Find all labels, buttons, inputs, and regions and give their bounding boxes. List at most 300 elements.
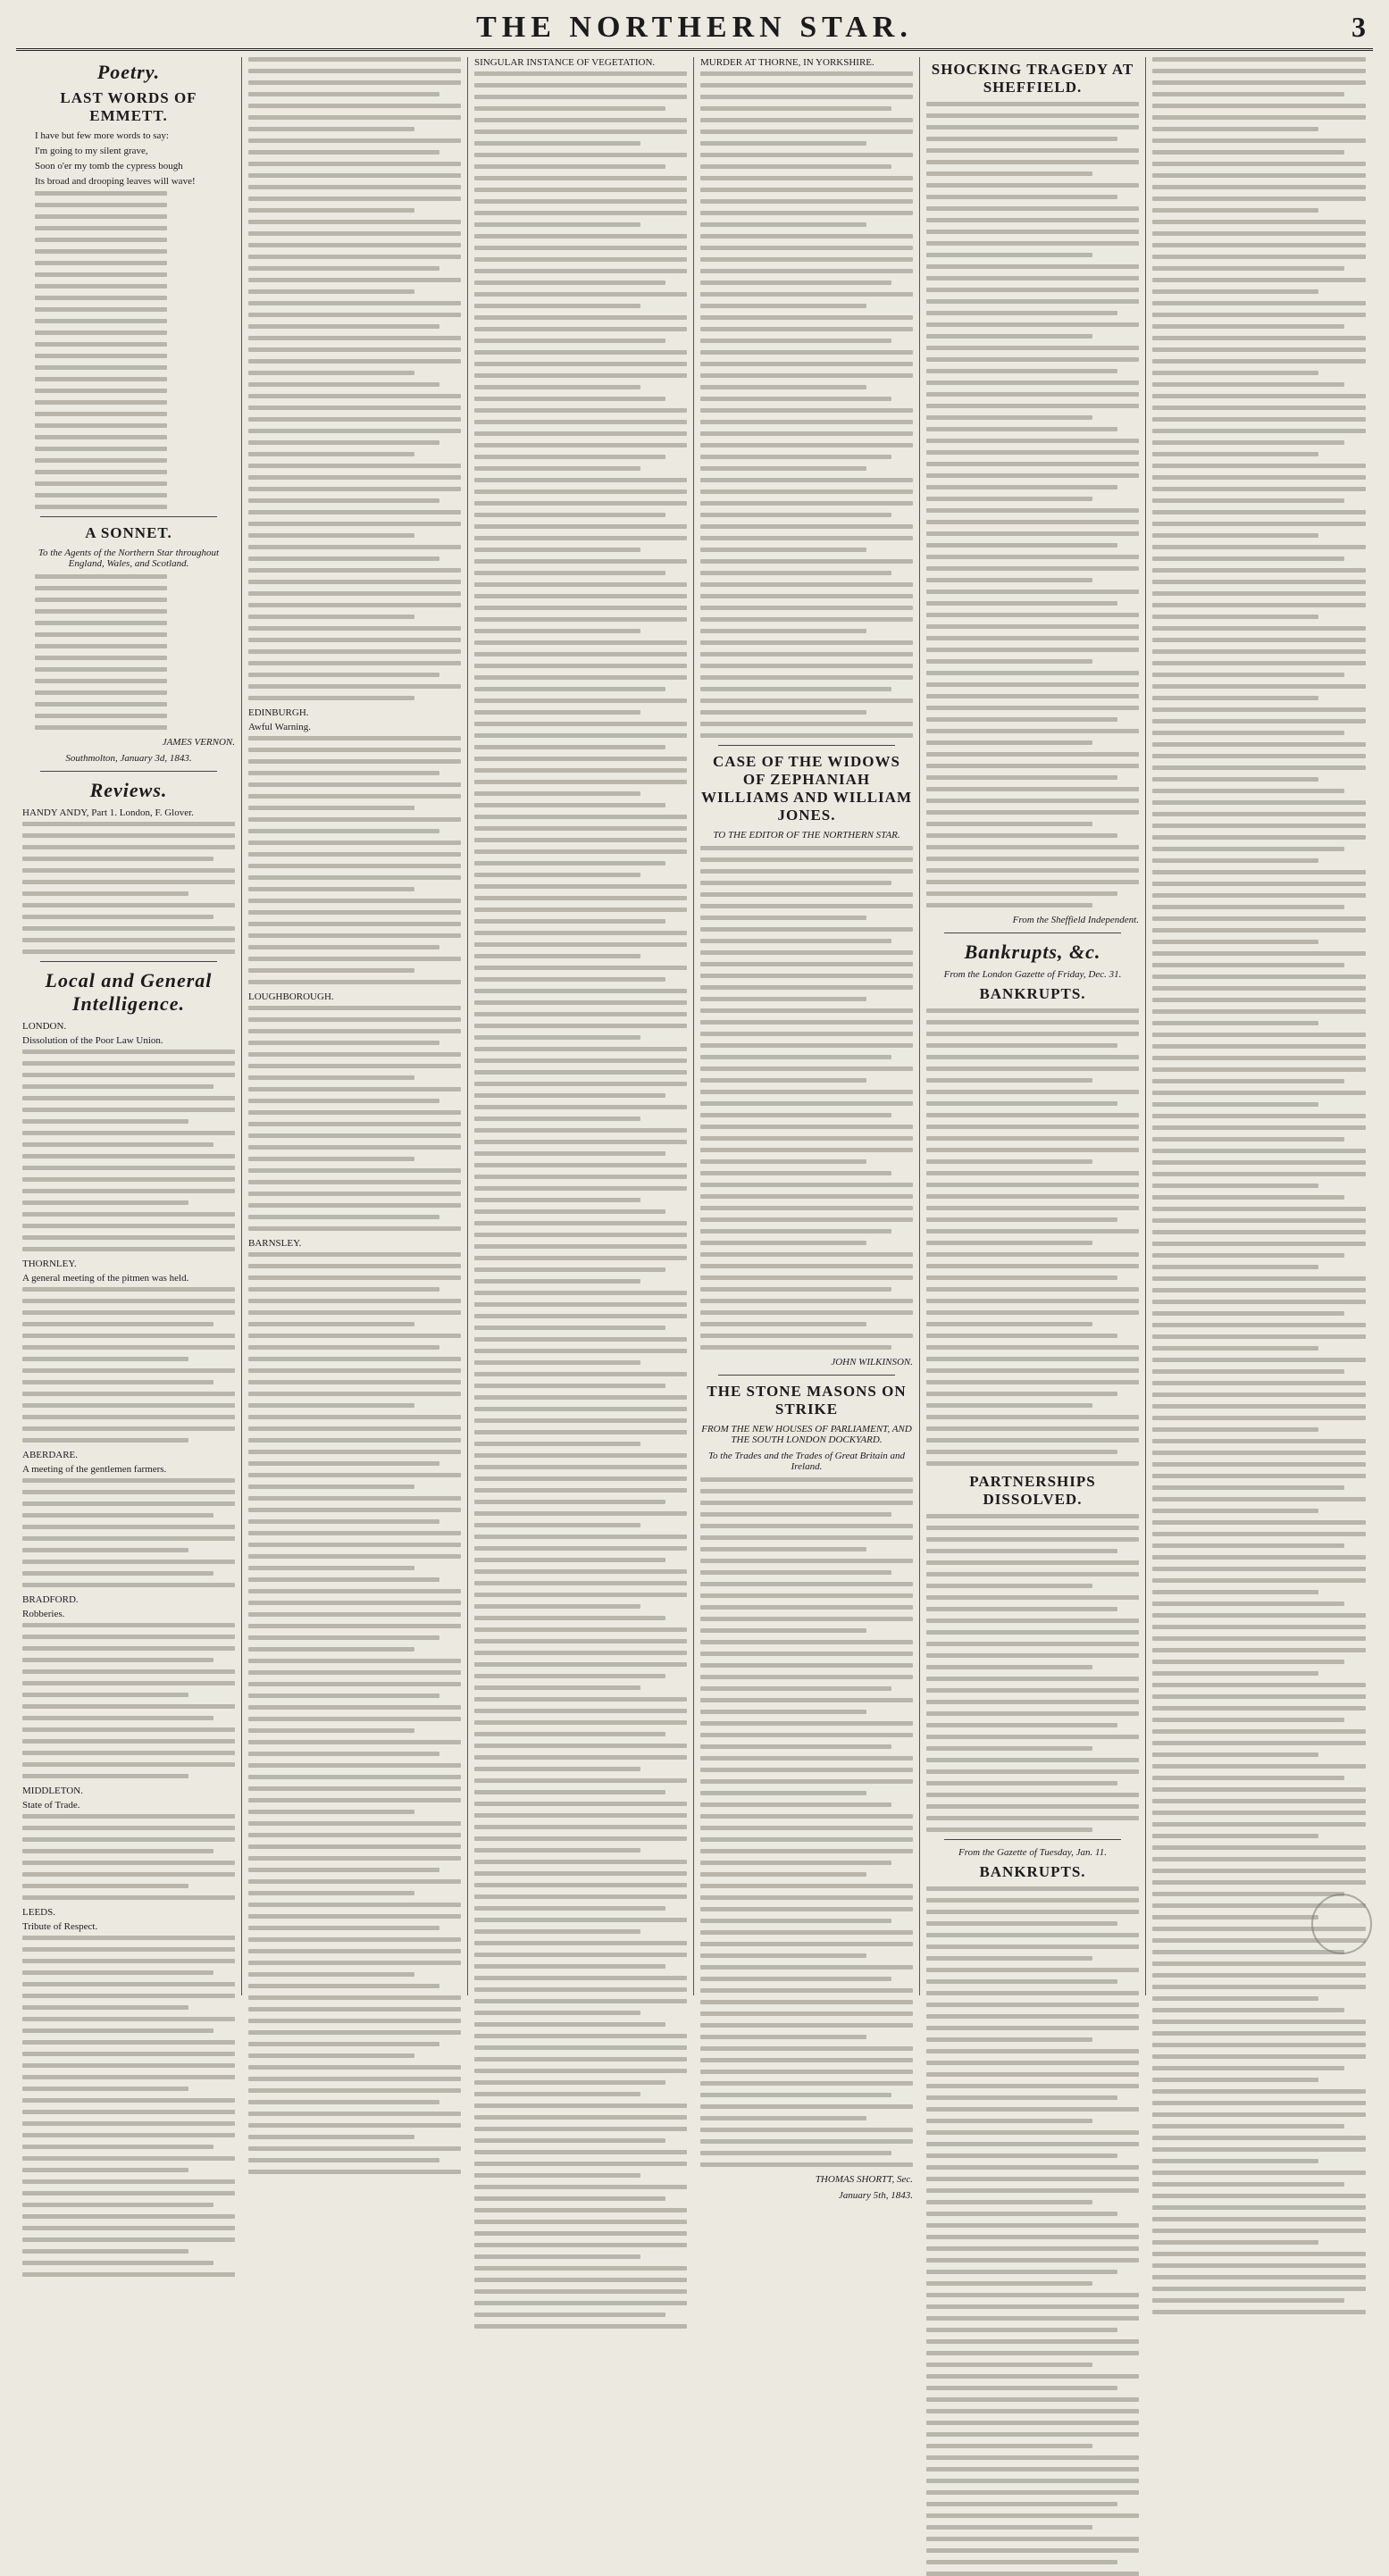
text-line	[474, 2069, 687, 2073]
text-line	[700, 420, 913, 424]
text-line	[474, 257, 687, 262]
text-line	[248, 1879, 461, 1884]
text-line	[926, 508, 1139, 513]
text-line	[22, 2191, 235, 2195]
text-line	[35, 690, 167, 695]
text-line	[35, 609, 167, 614]
text-line	[700, 1275, 913, 1280]
text-line	[926, 799, 1139, 803]
text-line	[474, 2092, 640, 2096]
text-line	[926, 1572, 1139, 1577]
text-line	[474, 2313, 665, 2317]
section-heading-bankrupts: Bankrupts, &c.	[964, 941, 1101, 963]
text-line	[22, 1548, 188, 1552]
text-line	[700, 1008, 913, 1013]
text-line	[1152, 847, 1344, 851]
text-line	[926, 1136, 1139, 1141]
text-line	[22, 1658, 213, 1662]
text-line	[926, 566, 1139, 571]
text-line	[248, 661, 461, 665]
text-line	[926, 102, 1139, 106]
text-line	[700, 2070, 913, 2074]
text-line	[22, 1727, 235, 1732]
text-line	[926, 1392, 1117, 1396]
text-line	[1152, 556, 1344, 561]
text-line	[248, 1577, 439, 1582]
text-line	[1152, 1706, 1366, 1710]
text-line	[248, 162, 461, 166]
text-line	[474, 675, 687, 680]
text-line	[248, 2065, 461, 2070]
text-line	[1152, 1613, 1366, 1618]
text-line	[35, 423, 167, 428]
text-line	[926, 2258, 1139, 2262]
text-line	[22, 915, 213, 919]
text-line	[248, 1145, 461, 1150]
text-line	[248, 1075, 414, 1080]
text-line	[700, 2162, 913, 2167]
text-line	[474, 780, 687, 784]
text-line	[1152, 1636, 1366, 1641]
text-line	[248, 417, 461, 422]
text-line	[1152, 974, 1366, 979]
divider	[718, 1375, 895, 1376]
text-line	[926, 137, 1117, 141]
text-line	[700, 489, 913, 494]
text-line	[474, 130, 687, 134]
text-line	[926, 2328, 1117, 2332]
columns	[16, 57, 1373, 2201]
text-line	[926, 1183, 1139, 1187]
text-line	[248, 1415, 461, 1419]
text-line	[474, 1151, 665, 1156]
text-line	[35, 656, 167, 660]
text-line	[474, 1964, 665, 1969]
local-item-text: A general meeting of the pitmen was held.	[22, 1273, 189, 1284]
text-line	[474, 118, 687, 122]
text-line	[248, 794, 461, 799]
strike-date: January 5th, 1843.	[838, 2190, 913, 2201]
text-line	[248, 1763, 461, 1768]
text-line	[474, 1906, 665, 1911]
text-line	[700, 385, 866, 389]
text-line	[1152, 324, 1344, 329]
text-line	[1152, 289, 1318, 294]
sonnet-date: Southmolton, January 3d, 1843.	[65, 753, 192, 764]
text-line	[1152, 2043, 1366, 2047]
text-line	[248, 1566, 414, 1570]
text-line	[35, 632, 167, 637]
article-lead: Awful Warning.	[248, 722, 312, 732]
text-line	[474, 315, 687, 320]
text-line	[926, 671, 1139, 675]
text-line	[248, 1192, 461, 1196]
text-line	[35, 284, 167, 289]
text-line	[474, 106, 665, 111]
section-heading-poetry: Poetry.	[96, 61, 161, 83]
text-line	[22, 1936, 235, 1940]
text-line	[1152, 220, 1366, 224]
text-line	[474, 1384, 665, 1388]
text-line	[926, 1310, 1139, 1315]
text-line	[248, 1168, 461, 1173]
text-line	[926, 1584, 1092, 1588]
newspaper-title: THE NORTHERN STAR.	[476, 11, 913, 44]
text-line	[926, 2212, 1117, 2216]
text-line	[1152, 1149, 1366, 1153]
text-line	[474, 71, 687, 76]
text-line	[474, 1662, 687, 1667]
text-line	[700, 1524, 913, 1528]
text-line	[926, 648, 1139, 652]
text-line	[248, 324, 439, 329]
text-line	[474, 1395, 687, 1400]
text-line	[22, 1849, 213, 1853]
text-line	[700, 904, 913, 908]
text-line	[926, 740, 1092, 745]
text-line	[22, 1704, 235, 1709]
text-line	[1152, 1787, 1366, 1792]
text-line	[926, 1020, 1139, 1025]
text-line	[22, 822, 235, 826]
text-line	[22, 880, 235, 884]
text-line	[248, 266, 439, 271]
column-1	[16, 57, 242, 1995]
text-line	[22, 2075, 235, 2079]
text-line	[1152, 1021, 1318, 1025]
text-line	[22, 1837, 235, 1842]
text-line	[700, 1512, 891, 1517]
text-line	[1152, 127, 1318, 131]
text-line	[926, 1368, 1139, 1373]
text-line	[474, 1523, 640, 1527]
text-line	[22, 1513, 213, 1518]
text-line	[22, 845, 235, 849]
text-line	[22, 2261, 213, 2265]
text-line	[926, 531, 1139, 536]
text-line	[248, 615, 414, 619]
text-line	[35, 389, 167, 393]
text-line	[474, 524, 687, 529]
text-line	[22, 1247, 235, 1251]
text-line	[926, 1090, 1139, 1094]
text-line	[248, 922, 461, 926]
local-item-body	[22, 1936, 235, 2277]
text-line	[926, 682, 1139, 687]
text-line	[926, 462, 1139, 466]
text-line	[22, 1438, 188, 1443]
text-line	[474, 594, 687, 598]
text-line	[926, 1723, 1117, 1727]
text-line	[1152, 382, 1344, 387]
text-line	[248, 556, 439, 561]
text-line	[22, 1177, 235, 1182]
text-line	[1152, 858, 1318, 863]
text-line	[1152, 2066, 1344, 2070]
text-line	[248, 1519, 439, 1524]
text-line	[1152, 2020, 1366, 2024]
text-line	[1152, 1578, 1366, 1583]
text-line	[926, 276, 1139, 280]
text-line	[700, 1101, 913, 1106]
text-line	[1152, 1334, 1366, 1339]
text-line	[248, 1345, 439, 1350]
text-line	[926, 868, 1139, 873]
divider	[40, 516, 217, 517]
text-line	[700, 594, 913, 598]
text-line	[926, 1241, 1092, 1245]
divider	[718, 745, 895, 746]
text-line	[1152, 1845, 1366, 1850]
text-line	[926, 334, 1092, 339]
text-line	[700, 431, 913, 436]
text-line	[926, 485, 1117, 489]
text-line	[926, 1148, 1139, 1152]
text-line	[474, 443, 687, 447]
text-line	[700, 1535, 913, 1540]
text-line	[926, 1461, 1139, 1466]
text-line	[1152, 347, 1366, 352]
text-line	[926, 2363, 1092, 2367]
text-line	[926, 1206, 1139, 1210]
text-line	[926, 2270, 1117, 2274]
text-line	[474, 873, 640, 877]
text-line	[926, 2351, 1139, 2355]
text-line	[248, 1647, 414, 1652]
text-line	[700, 1066, 913, 1071]
text-line	[1152, 1253, 1344, 1258]
text-line	[926, 2409, 1139, 2413]
text-line	[248, 1740, 461, 1744]
text-line	[926, 1537, 1139, 1542]
text-line	[926, 1793, 1139, 1797]
text-line	[35, 574, 167, 579]
text-line	[700, 1907, 913, 1911]
text-line	[926, 1735, 1139, 1739]
text-line	[474, 2138, 665, 2143]
case-addressee: TO THE EDITOR OF THE NORTHERN STAR.	[713, 830, 900, 841]
text-line	[926, 1275, 1117, 1280]
text-line	[474, 1360, 640, 1365]
text-line	[22, 949, 235, 954]
text-line	[248, 1821, 461, 1826]
text-line	[926, 1357, 1139, 1361]
text-line	[926, 1700, 1139, 1704]
text-line	[1152, 1880, 1366, 1885]
text-line	[1152, 1915, 1318, 1919]
text-line	[474, 292, 687, 297]
text-line	[926, 2513, 1139, 2518]
text-line	[926, 1066, 1139, 1071]
text-line	[22, 1212, 235, 1217]
text-line	[1152, 231, 1366, 236]
text-line	[1152, 2089, 1366, 2094]
text-line	[474, 1175, 687, 1179]
text-line	[35, 330, 167, 335]
text-line	[22, 1050, 235, 1054]
local-item-body	[22, 1623, 235, 1778]
text-line	[248, 452, 414, 456]
text-line	[22, 1403, 235, 1408]
text-line	[700, 606, 913, 610]
text-line	[248, 933, 461, 938]
text-line	[248, 1810, 414, 1814]
text-line	[1152, 1811, 1366, 1815]
text-line	[700, 1090, 913, 1094]
text-line	[700, 1078, 866, 1083]
text-line	[700, 513, 891, 517]
text-line	[926, 1264, 1139, 1268]
text-line	[1152, 2217, 1366, 2221]
text-line	[474, 826, 687, 831]
text-line	[926, 230, 1139, 234]
text-line	[1152, 545, 1366, 549]
text-line	[22, 1142, 213, 1147]
text-line	[248, 1728, 414, 1733]
text-line	[926, 1781, 1117, 1786]
text-line	[474, 640, 687, 645]
text-line	[474, 2150, 687, 2154]
text-line	[700, 664, 913, 668]
text-line	[248, 2170, 461, 2174]
text-line	[22, 938, 235, 942]
text-line	[700, 1055, 891, 1059]
text-line	[22, 1108, 235, 1112]
text-line	[474, 1302, 687, 1307]
text-line	[22, 1669, 235, 1674]
text-line	[926, 1758, 1139, 1762]
article-body	[248, 57, 461, 700]
text-line	[474, 1813, 687, 1818]
text-line	[926, 2479, 1139, 2483]
text-line	[474, 1999, 687, 2003]
text-line	[474, 1546, 687, 1551]
text-line	[1152, 603, 1366, 607]
text-line	[1152, 69, 1366, 73]
text-line	[1152, 197, 1366, 201]
text-line	[926, 2084, 1139, 2088]
text-line	[700, 1733, 913, 1737]
text-line	[22, 1501, 235, 1506]
text-line	[474, 1790, 665, 1794]
text-line	[1152, 313, 1366, 317]
text-line	[1152, 336, 1366, 340]
text-line	[700, 1686, 891, 1691]
text-line	[35, 481, 167, 486]
text-line	[248, 1252, 461, 1257]
text-line	[1152, 1497, 1366, 1501]
text-line	[474, 1581, 687, 1585]
text-line	[926, 1665, 1092, 1669]
text-line	[926, 1653, 1139, 1658]
text-line	[248, 336, 461, 340]
text-line	[700, 1942, 913, 1946]
text-line	[700, 478, 913, 482]
text-line	[1152, 963, 1344, 967]
text-line	[926, 1345, 1139, 1350]
text-line	[474, 1918, 687, 1922]
text-line	[474, 1941, 687, 1945]
text-line	[700, 1489, 913, 1493]
text-line	[248, 1041, 439, 1045]
text-line	[1152, 2182, 1344, 2187]
text-line	[474, 571, 665, 575]
text-line	[248, 1984, 439, 1988]
text-line	[926, 613, 1139, 617]
text-line	[926, 241, 1139, 246]
text-line	[248, 1601, 461, 1605]
text-line	[700, 1721, 913, 1726]
text-line	[926, 183, 1139, 188]
text-line	[700, 1988, 913, 1993]
text-line	[926, 357, 1139, 362]
text-line	[474, 2266, 687, 2271]
local-item-text: A meeting of the gentlemen farmers.	[22, 1464, 167, 1475]
text-line	[22, 1299, 235, 1303]
text-line	[700, 548, 866, 552]
text-line	[22, 1345, 235, 1350]
text-line	[474, 1186, 687, 1191]
text-line	[248, 568, 461, 573]
text-line	[926, 706, 1139, 710]
text-line	[248, 1017, 461, 1022]
text-line	[926, 1804, 1139, 1809]
text-line	[474, 1767, 640, 1771]
text-line	[35, 644, 167, 648]
text-line	[926, 2165, 1139, 2170]
text-line	[474, 1140, 687, 1144]
text-line	[1152, 998, 1366, 1002]
bankrupts-label: BANKRUPTS.	[979, 985, 1086, 1002]
text-line	[22, 1884, 188, 1888]
text-line	[926, 578, 1092, 582]
text-line	[1152, 568, 1366, 573]
text-line	[22, 2237, 235, 2242]
text-line	[926, 1945, 1139, 1949]
text-line	[248, 301, 461, 305]
text-line	[248, 817, 461, 822]
text-line	[926, 2061, 1139, 2065]
text-line	[22, 2203, 213, 2207]
text-line	[22, 1189, 235, 1193]
text-line	[1152, 417, 1366, 422]
text-line	[248, 289, 414, 294]
text-line	[1152, 742, 1366, 747]
text-line	[22, 2028, 213, 2033]
text-line	[1152, 707, 1366, 712]
text-line	[926, 1113, 1139, 1117]
text-line	[474, 1627, 687, 1632]
text-line	[1152, 1834, 1318, 1838]
text-line	[474, 629, 640, 633]
tragedy-title: SHOCKING TRAGEDY AT SHEFFIELD.	[931, 61, 1134, 96]
text-line	[35, 458, 167, 463]
text-line	[926, 2188, 1139, 2193]
text-line	[474, 1860, 687, 1864]
text-line	[474, 896, 687, 900]
text-line	[248, 1995, 461, 2000]
text-line	[700, 1965, 913, 1970]
text-line	[248, 498, 439, 503]
text-line	[248, 57, 461, 62]
text-line	[35, 621, 167, 625]
text-line	[474, 757, 687, 761]
text-line	[926, 1630, 1139, 1635]
article-body	[474, 71, 687, 2329]
text-line	[926, 427, 1117, 431]
text-line	[474, 2196, 665, 2201]
text-line	[926, 2467, 1139, 2471]
